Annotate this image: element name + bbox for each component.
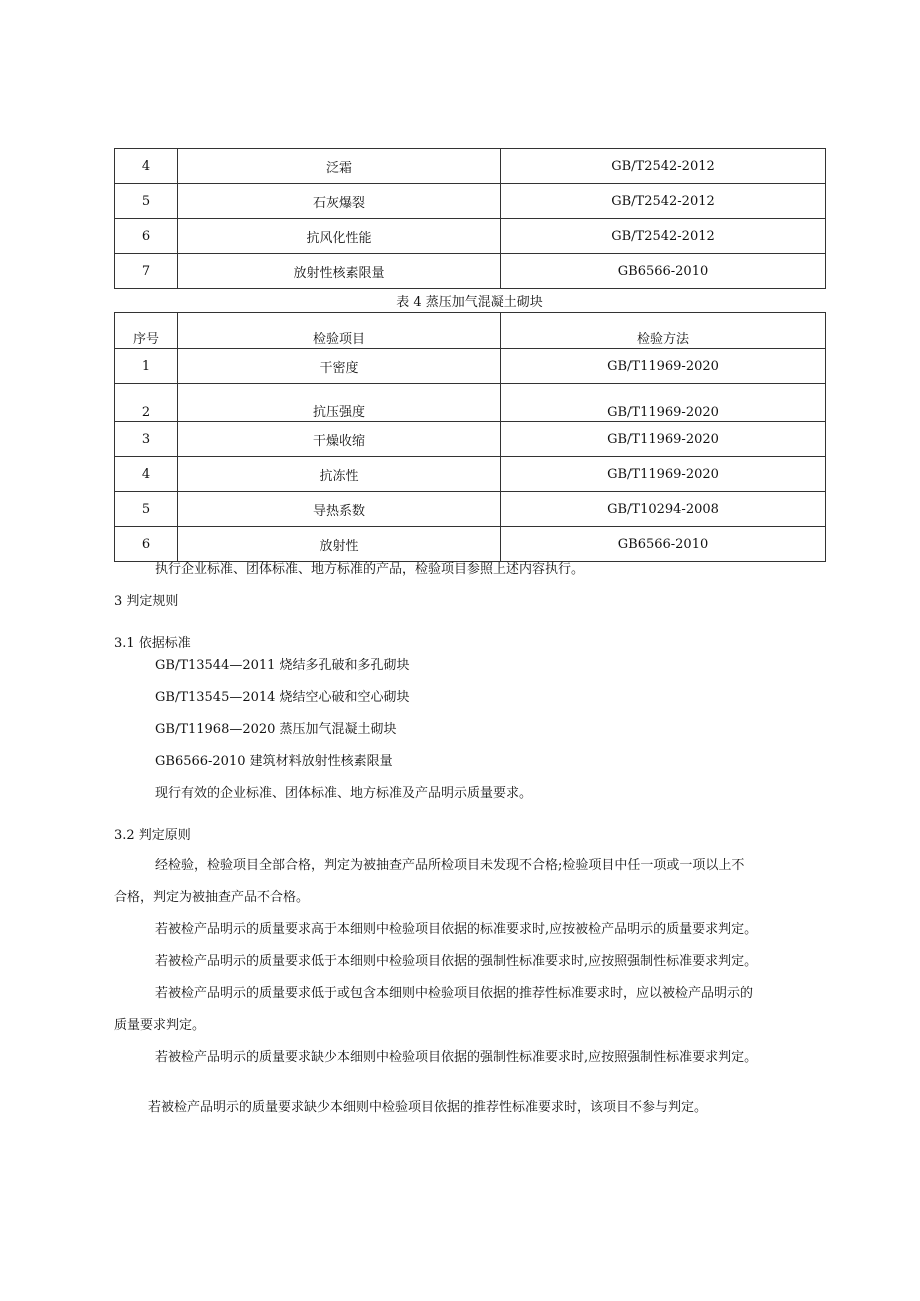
test-method: GB/T10294-2008 — [501, 492, 826, 527]
test-items-table-continued — [114, 148, 826, 289]
section-3-1-title: 3.1 依据标准 — [114, 636, 191, 651]
row-number: 1 — [115, 349, 178, 384]
test-item: 放射性 — [178, 527, 501, 562]
test-method: GB/T2542-2012 — [501, 184, 826, 219]
test-method: GB/T11969-2020 — [501, 349, 826, 384]
test-item: 导热系数 — [178, 492, 501, 527]
test-item: 干密度 — [178, 349, 501, 384]
table-row — [115, 527, 826, 562]
paragraph: 若被检产品明示的质量要求缺少本细则中检验项目依据的推荐性标准要求时，该项目不参与判定。 — [148, 1100, 708, 1115]
section-3-2-title: 3.2 判定原则 — [114, 828, 191, 843]
row-number: 3 — [115, 422, 178, 457]
standard-item: GB6566-2010 建筑材料放射性核素限量 — [155, 754, 393, 769]
header-item: 检验项目 — [178, 313, 501, 349]
row-number: 5 — [115, 492, 178, 527]
test-item: 放射性核素限量 — [178, 254, 501, 289]
test-item: 石灰爆裂 — [178, 184, 501, 219]
test-method: GB/T2542-2012 — [501, 149, 826, 184]
test-method: GB6566-2010 — [501, 527, 826, 562]
standard-item: 现行有效的企业标准、团体标准、地方标准及产品明示质量要求。 — [155, 786, 533, 801]
standard-item: GB/T11968—2020 蒸压加气混凝土砌块 — [155, 722, 397, 737]
table-row — [115, 219, 826, 254]
table-row — [115, 384, 826, 422]
standard-item: GB/T13545—2014 烧结空心破和空心砌块 — [155, 690, 410, 705]
table-row — [115, 149, 826, 184]
paragraph: 若被检产品明示的质量要求缺少本细则中检验项目依据的强制性标准要求时,应按照强制性标准要求判定。 — [155, 1050, 758, 1065]
row-number: 4 — [115, 149, 178, 184]
paragraph: 若被检产品明示的质量要求低于本细则中检验项目依据的强制性标准要求时,应按照强制性标准要求判定。 — [155, 954, 758, 969]
test-method: GB6566-2010 — [501, 254, 826, 289]
test-method: GB/T11969-2020 — [501, 422, 826, 457]
paragraph: 若被检产品明示的质量要求高于本细则中检验项目依据的标准要求时,应按被检产品明示的质量要求判定。 — [155, 922, 758, 937]
table-4-caption: 表 4 蒸压加气混凝土砌块 — [396, 295, 543, 310]
test-item: 抗风化性能 — [178, 219, 501, 254]
row-number: 4 — [115, 457, 178, 492]
test-method: GB/T11969-2020 — [501, 384, 826, 422]
paragraph: 若被检产品明示的质量要求低于或包含本细则中检验项目依据的推荐性标准要求时，应以被检产品明示的 — [155, 986, 754, 1001]
table-row — [115, 422, 826, 457]
test-item: 抗压强度 — [178, 384, 501, 422]
table-row — [115, 492, 826, 527]
paragraph: 合格，判定为被抽查产品不合格。 — [114, 890, 310, 905]
test-item: 泛霜 — [178, 149, 501, 184]
table-row — [115, 457, 826, 492]
table-row — [115, 254, 826, 289]
section-3-title: 3 判定规则 — [114, 594, 179, 609]
note-text: 执行企业标准、团体标准、地方标准的产品，检验项目参照上述内容执行。 — [155, 562, 585, 577]
table-row — [115, 349, 826, 384]
test-method: GB/T11969-2020 — [501, 457, 826, 492]
row-number: 2 — [115, 384, 178, 422]
header-number: 序号 — [115, 313, 178, 349]
row-number: 5 — [115, 184, 178, 219]
test-item: 抗冻性 — [178, 457, 501, 492]
row-number: 6 — [115, 527, 178, 562]
standard-item: GB/T13544—2011 烧结多孔破和多孔砌块 — [155, 658, 410, 673]
test-method: GB/T2542-2012 — [501, 219, 826, 254]
row-number: 6 — [115, 219, 178, 254]
paragraph: 质量要求判定。 — [114, 1018, 206, 1033]
paragraph: 经检验，检验项目全部合格，判定为被抽查产品所检项目未发现不合格;检验项目中任一项或一项以上不 — [155, 858, 745, 873]
table-row — [115, 184, 826, 219]
test-item: 干燥收缩 — [178, 422, 501, 457]
header-method: 检验方法 — [501, 313, 826, 349]
row-number: 7 — [115, 254, 178, 289]
table-header-row — [115, 313, 826, 349]
table-4-aerated-concrete-blocks — [114, 312, 826, 562]
